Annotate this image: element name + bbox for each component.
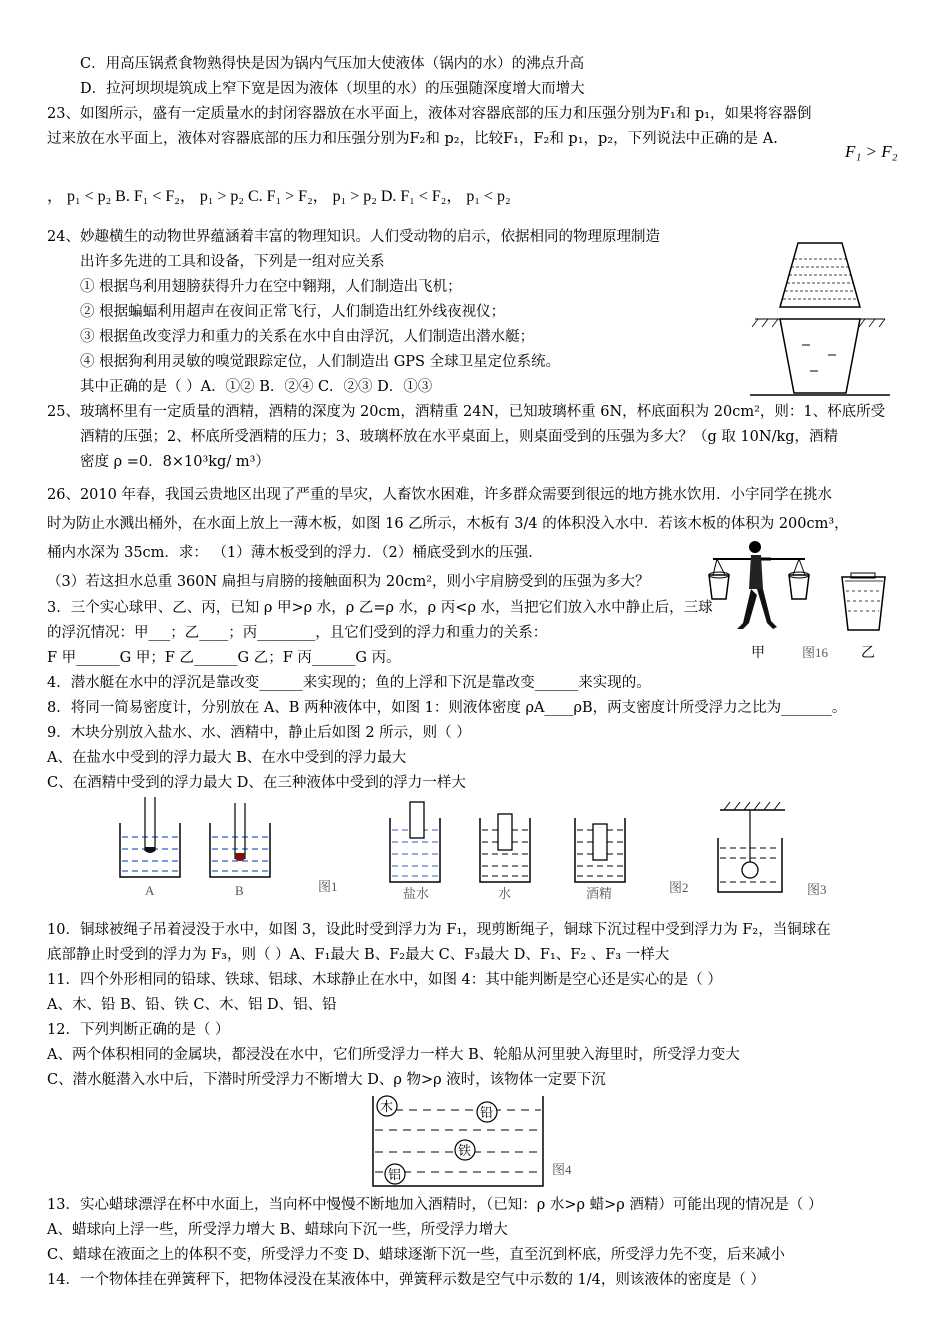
figure-16	[705, 535, 915, 665]
question-24-item-3: ③ 根据鱼改变浮力和重力的关系在水中自由浮沉，人们制造出潜水艇；	[80, 329, 535, 345]
question-14: 14．一个物体挂在弹簧秤下，把物体浸没在某液体中，弹簧秤示数是空气中示数的 1/4，则该液体的密度是（ ）	[47, 1272, 766, 1288]
figure-4-caption: 图4	[552, 1162, 572, 1177]
figure-3-caption: 图3	[807, 882, 827, 897]
question-12: 12．下列判断正确的是（ ）	[47, 1022, 230, 1038]
question-26-line-1: 26、2010 年春，我国云贵地区出现了严重的旱灾，人畜饮水困难，许多群众需要到很远的地方挑水饮用．小宇同学在挑水	[47, 487, 832, 503]
question-23-line-2: 过来放在水平面上，液体对容器底部的压力和压强分别为F₂和 p₂，比较F₁，F₂和 p₁，p₂，下列说法中正确的是 A.	[47, 131, 778, 147]
figure-1-label-b: B	[235, 883, 244, 898]
question-23-options: ， p₁ < p₂ B. F₁ < F₂， p₁ > p₂ C. F₁ > F₂， p₁ > p₂ D. F₁ < F₂， p₁ < p₂	[47, 188, 511, 205]
figure-1-label-a: A	[145, 883, 155, 898]
question-23-option-a-formula: F₁ > F₂	[845, 142, 898, 161]
question-8: 8．将同一简易密度计，分别放在 A、B 两种液体中，如图 1：则液体密度 ρA____ρB，两支密度计所受浮力之比为_______。	[47, 700, 847, 716]
figure-4-ball-lead: 铅	[480, 1106, 494, 1121]
question-11: 11．四个外形相同的铅球、铁球、铝球、木球静止在水中，如图 4：其中能判断是空心还是实心的是（ ）	[47, 972, 722, 988]
question-10-line-2: 底部静止时受到的浮力为 F₃，则（ ）A、F₁最大 B、F₂最大 C、F₃最大 D、F₁、F₂ 、F₃ 一样大	[47, 947, 670, 963]
question-26-line-4: （3）若这担水总重 360N 扁担与肩膀的接触面积为 20cm²，则小宇肩膀受到的压强为多大？	[47, 574, 650, 590]
figure-4-ball-iron: 铁	[458, 1144, 472, 1159]
question-4: 4．潜水艇在水中的浮沉是靠改变______来实现的；鱼的上浮和下沉是靠改变______来实现的。	[47, 675, 651, 691]
question-23-line-1: 23、如图所示，盛有一定质量水的封闭容器放在水平面上，液体对容器底部的压力和压强分别为F₁和 p₁，如果将容器倒	[47, 106, 812, 122]
option-c-pressure-cooker: C．用高压锅煮食物熟得快是因为锅内气压加大使液体（锅内的水）的沸点升高	[80, 56, 585, 72]
question-25-line-2: 酒精的压强；2、杯底所受酒精的压力；3、玻璃杯放在水平桌面上，则桌面受到的压强为多大？（g 取 10N/kg，酒精	[80, 429, 839, 445]
figure-2-label-salt-water: 盐水	[403, 886, 430, 901]
question-24-answers: 其中正确的是（ ）A．①② B．②④ C．②③ D．①③	[80, 379, 433, 395]
question-12-options-ab: A、两个体积相同的金属块，都浸没在水中，它们所受浮力一样大 B、轮船从河里驶入海里时，所受浮力变大	[47, 1047, 740, 1063]
question-3-line-1: 3．三个实心球甲、乙、丙，已知 ρ 甲>ρ 水，ρ 乙=ρ 水，ρ 丙<ρ 水，当把它们放入水中静止后，三球	[47, 600, 713, 616]
question-26-line-3: 桶内水深为 35cm．求： （1）薄木板受到的浮力．（2）桶底受到水的压强．	[47, 545, 543, 561]
question-24-line-2: 出许多先进的工具和设备，下列是一组对应关系	[80, 254, 385, 270]
question-25-line-3: 密度 ρ =0．8×10³kg/ m³）	[80, 454, 270, 470]
question-24-item-1: ① 根据鸟利用翅膀获得升力在空中翱翔，人们制造出飞机；	[80, 279, 462, 295]
question-13: 13．实心蜡球漂浮在杯中水面上，当向杯中慢慢不断地加入酒精时，（已知：ρ 水>ρ 蜡>ρ 酒精）可能出现的情况是（ ）	[47, 1197, 823, 1213]
question-13-options-cd: C、蜡球在液面之上的体积不变，所受浮力不变 D、蜡球逐渐下沉一些，直至沉到杯底，所受浮力先不变，后来减小	[47, 1247, 785, 1263]
question-9-options-ab: A、在盐水中受到的浮力最大 B、在水中受到的浮力最大	[47, 750, 407, 766]
sealed-container-figure	[750, 235, 890, 400]
figure-3	[710, 798, 835, 904]
figure-16-label-jia: 甲	[751, 645, 765, 661]
question-9-options-cd: C、在酒精中受到的浮力最大 D、在三种液体中受到的浮力一样大	[47, 775, 466, 791]
figure-4-ball-aluminum: 铝	[388, 1168, 402, 1183]
question-26-line-2: 时为防止水溅出桶外，在水面上放上一薄木板，如图 16 乙所示，木板有 3/4 的体积没入水中．若该木板的体积为 200cm³，	[47, 516, 849, 532]
question-13-options-ab: A、蜡球向上浮一些，所受浮力增大 B、蜡球向下沉一些，所受浮力增大	[47, 1222, 508, 1238]
option-d-dam: D．拉河坝坝堤筑成上窄下宽是因为液体（坝里的水）的压强随深度增大而增大	[80, 81, 585, 97]
figure-16-label-yi: 乙	[861, 645, 875, 661]
figure-2	[385, 798, 705, 904]
figure-2-label-alcohol: 酒精	[586, 886, 613, 901]
figure-2-label-water: 水	[498, 886, 512, 901]
question-9: 9．木块分别放入盐水、水、酒精中，静止后如图 2 所示，则（ ）	[47, 725, 471, 741]
question-11-options: A、木、铅 B、铅、铁 C、木、铝 D、铝、铅	[47, 997, 337, 1013]
question-12-options-cd: C、潜水艇潜入水中后，下潜时所受浮力不断增大 D、ρ 物>ρ 液时，该物体一定要下沉	[47, 1072, 606, 1088]
figure-1-caption: 图1	[318, 879, 338, 894]
question-24-item-2: ② 根据蝙蝠利用超声在夜间正常飞行，人们制造出红外线夜视仪；	[80, 304, 506, 320]
question-24-item-4: ④ 根据狗利用灵敏的嗅觉跟踪定位，人们制造出 GPS 全球卫星定位系统。	[80, 354, 561, 370]
question-3-line-2: 的浮沉情况：甲___；乙____；丙________，且它们受到的浮力和重力的关系：	[47, 625, 548, 641]
question-10-line-1: 10．铜球被绳子吊着浸没于水中，如图 3，设此时受到浮力为 F₁，现剪断绳子，铜球下沉过程中受到浮力为 F₂，当铜球在	[47, 922, 831, 938]
question-24-line-1: 24、妙趣横生的动物世界蕴涵着丰富的物理知识。人们受动物的启示，依据相同的物理原理制造	[47, 229, 660, 245]
figure-4-ball-wood: 木	[380, 1100, 394, 1115]
question-3-line-3: F 甲______G 甲；F 乙______G 乙；F 丙______G 丙。	[47, 650, 401, 666]
question-25-line-1: 25、玻璃杯里有一定质量的酒精，酒精的深度为 20cm，酒精重 24N，已知玻璃杯重 6N，杯底面积为 20cm²，则：1、杯底所受	[47, 404, 886, 420]
figure-4	[365, 1088, 590, 1193]
figure-2-caption: 图2	[669, 880, 689, 895]
figure-16-caption: 图16	[802, 645, 829, 660]
figure-1	[110, 795, 350, 905]
